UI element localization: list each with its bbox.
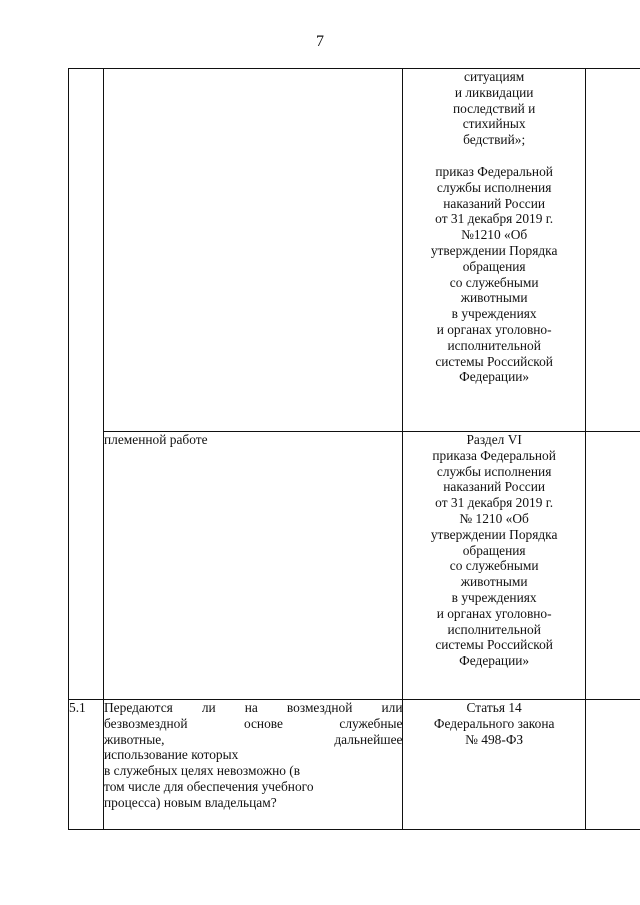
word: Передаются: [104, 700, 173, 715]
law-line: животными: [460, 290, 528, 306]
question-line: племенной работе: [104, 432, 208, 447]
requirements-table: [68, 68, 640, 830]
law-line: системы Российской: [435, 637, 553, 653]
law-line: приказ Федеральной: [435, 163, 553, 179]
law-line: №1210 «Об: [461, 227, 528, 243]
word: или: [381, 700, 403, 715]
law-line: последствий и: [452, 100, 536, 116]
word: ли: [201, 700, 216, 715]
law-line: обращения: [462, 542, 526, 558]
law-line: № 1210 «Об: [459, 510, 529, 526]
law-line: Федерального закона: [433, 715, 555, 731]
law-line: и ликвидации: [454, 84, 534, 100]
legal-reference-cell: [403, 432, 585, 700]
law-line: Статья 14: [466, 700, 522, 715]
empty-cell: [585, 69, 640, 432]
empty-cell: [585, 432, 640, 700]
law-line: стихийных: [462, 116, 526, 132]
law-line: в учреждениях: [451, 306, 537, 322]
word: основе: [243, 715, 283, 731]
law-line: наказаний России: [443, 195, 546, 211]
legal-reference-cell: [403, 69, 585, 432]
question-line: [104, 700, 402, 716]
law-line: и органах уголовно-: [436, 605, 552, 621]
law-line: обращения: [462, 258, 526, 274]
law-line: службы исполнения: [436, 179, 552, 195]
question-line: [104, 716, 402, 732]
law-line: исполнительной: [447, 621, 541, 637]
empty-cell: [585, 700, 640, 830]
legal-reference-cell: [403, 700, 585, 830]
law-line: от 31 декабря 2019 г.: [435, 211, 554, 227]
question-line: в служебных целях невозможно (в: [104, 763, 301, 779]
law-line: животными: [460, 574, 528, 590]
question-line: использование которых: [104, 747, 239, 763]
table-row: [69, 700, 640, 830]
word: возмездной: [286, 700, 353, 715]
law-line: и органах уголовно-: [436, 321, 552, 337]
law-line: в учреждениях: [451, 589, 537, 605]
word: животные,: [104, 731, 165, 747]
law-line: от 31 декабря 2019 г.: [435, 495, 554, 511]
row-number-cell: 5.1: [69, 700, 104, 830]
law-line: Раздел VI: [466, 432, 522, 447]
law-line: со служебными: [449, 274, 539, 290]
table-row: [69, 69, 640, 432]
law-line: Федерации»: [459, 653, 530, 669]
question-cell: [104, 432, 403, 700]
law-line: бедствий»;: [463, 132, 526, 148]
law-line: наказаний России: [443, 479, 546, 495]
table-row: [69, 432, 640, 700]
word: служебные: [339, 715, 403, 731]
word: безвозмездной: [104, 715, 188, 731]
law-line: исполнительной: [447, 337, 541, 353]
law-line: службы исполнения: [436, 463, 552, 479]
question-cell: [104, 69, 403, 432]
word: на: [244, 700, 258, 715]
question-line: процесса) новым владельцам?: [104, 794, 277, 810]
paragraph-gap: [403, 148, 584, 164]
law-line: Федерации»: [459, 369, 530, 385]
page-number: 7: [316, 33, 324, 50]
law-line: утверждении Порядка: [430, 242, 558, 258]
law-line: системы Российской: [435, 353, 553, 369]
question-line: том числе для обеспечения учебного: [104, 778, 314, 794]
law-line: ситуациям: [464, 69, 525, 84]
law-line: утверждении Порядка: [430, 526, 558, 542]
row-number-cell: [69, 69, 104, 700]
question-line: [104, 732, 402, 748]
law-line: № 498-ФЗ: [465, 731, 524, 747]
word: дальнейшее: [334, 731, 403, 747]
question-cell: [104, 700, 403, 830]
law-line: со служебными: [449, 558, 539, 574]
law-line: приказа Федеральной: [432, 447, 556, 463]
